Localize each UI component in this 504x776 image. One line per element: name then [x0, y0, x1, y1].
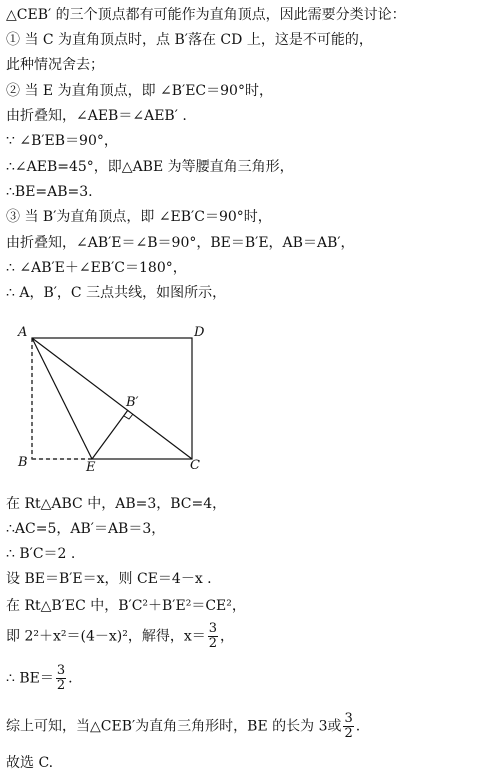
text-line: ① 当 C 为直角顶点时，点 B′落在 CD 上，这是不可能的， — [6, 32, 373, 48]
text-line: ∴BE=AB=3. — [6, 184, 93, 200]
text-line: 由折叠知，∠AEB＝∠AEB′ . — [6, 108, 187, 124]
text-line: 由折叠知，∠AB′E＝∠B＝90°，BE＝B′E，AB＝AB′， — [6, 235, 355, 251]
text-line: ∴∠AEB=45°，即△ABE 为等腰直角三角形， — [6, 159, 294, 175]
label-a: A — [18, 325, 28, 340]
text-line: 在 Rt△ABC 中，AB=3，BC=4， — [6, 496, 227, 512]
text-line: △CEB′ 的三个顶点都有可能作为直角顶点，因此需要分类讨论： — [6, 7, 406, 23]
text-line: ∵ ∠B′EB＝90°， — [6, 133, 118, 149]
right-angle-mark — [124, 414, 133, 419]
label-c: C — [190, 458, 200, 473]
label-d: D — [194, 325, 205, 340]
text-line: ∴ ∠AB′E＋∠EB′C＝180°， — [6, 260, 187, 276]
text-line: 设 BE＝B′E＝x，则 CE＝4－x . — [6, 571, 212, 587]
fraction: $\frac{3}{2}$ — [56, 663, 66, 693]
segment-eb-prime — [92, 410, 128, 459]
label-b-prime: B′ — [126, 395, 139, 410]
be-result-line: ∴ BE＝ $\frac{3}{2}$ . — [6, 663, 73, 693]
label-b: B — [18, 455, 28, 470]
answer-line: 故选 C. — [6, 755, 54, 771]
text-line: ② 当 E 为直角顶点，即 ∠B′EC＝90°时， — [6, 83, 273, 99]
fraction: $\frac{3}{2}$ — [208, 621, 217, 651]
summary-line: 综上可知，当△CEB′为直角三角形时，BE 的长为 3或 $\frac{3}{2}$ . — [6, 711, 361, 741]
segment-ae — [32, 338, 92, 459]
label-e: E — [86, 460, 96, 475]
solve-prefix: 即 2²＋x²＝(4－x)²，解得，x＝ — [6, 628, 206, 645]
fraction: $\frac{3}{2}$ — [344, 711, 353, 741]
solve-line: 即 2²＋x²＝(4－x)²，解得，x＝ $\frac{3}{2}$ ， — [6, 621, 234, 651]
text-line: ∴ A，B′，C 三点共线，如图所示， — [6, 285, 227, 301]
text-line: ∴ B′C＝2 . — [6, 546, 76, 562]
text-line: ∴AC=5，AB′＝AB＝3， — [6, 521, 166, 537]
text-line: 此种情况舍去； — [6, 57, 104, 73]
geometry-figure — [6, 318, 206, 483]
be-prefix: ∴ BE＝ — [6, 670, 54, 687]
segment-ac — [32, 338, 192, 459]
summary-prefix: 综上可知，当△CEB′为直角三角形时，BE 的长为 3或 — [6, 718, 342, 735]
text-line: ③ 当 B′为直角顶点，即 ∠EB′C＝90°时， — [6, 209, 272, 225]
text-line: 在 Rt△B′EC 中，B′C²＋B′E²＝CE²， — [6, 598, 246, 614]
